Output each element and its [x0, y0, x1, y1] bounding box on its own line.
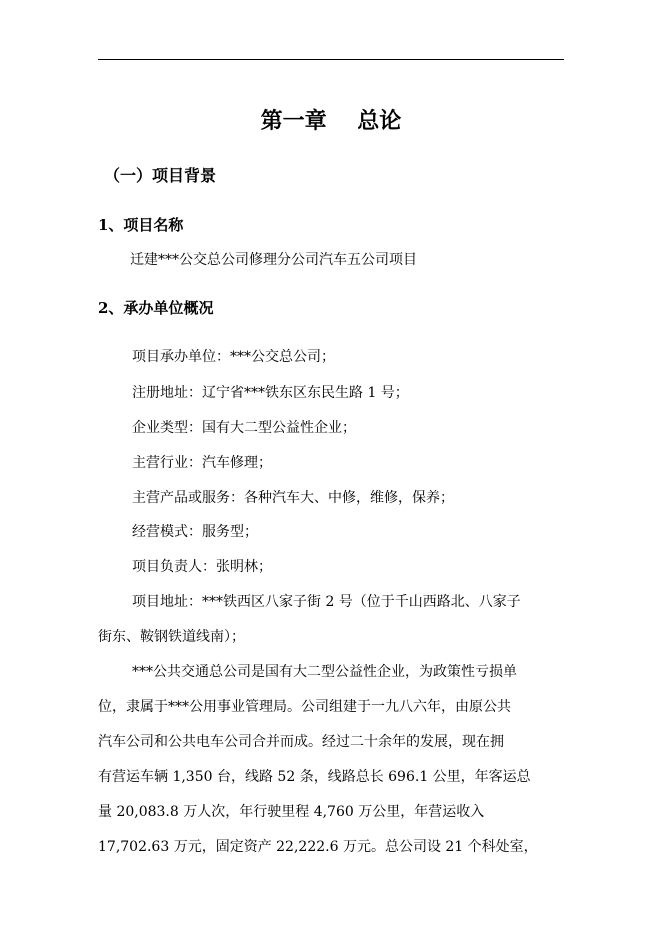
- company-paragraph-line: 位，隶属于***公用事业管理局。公司组建于一九八六年，由原公共: [98, 699, 511, 715]
- organizer-line: 经营模式：服务型；: [132, 524, 258, 540]
- subsection-heading-project-name: 1、项目名称: [98, 216, 184, 234]
- organizer-line: 项目承办单位：***公交总公司；: [132, 349, 335, 365]
- subsection-heading-organizer: 2、承办单位概况: [98, 299, 214, 317]
- project-address-line: 街东、鞍钢铁道线南）；: [98, 629, 245, 645]
- company-paragraph-line: 17,702.63 万元，固定资产 22,222.6 万元。总公司设 21 个科处室，: [98, 839, 538, 855]
- section-heading-background: （一）项目背景: [104, 166, 217, 185]
- company-paragraph-line: 有营运车辆 1,350 台，线路 52 条，线路总长 696.1 公里，年客运总: [98, 769, 531, 785]
- chapter-title: 第一章 总论: [260, 108, 402, 134]
- company-paragraph-line: 汽车公司和公共电车公司合并而成。经过二十余年的发展，现在拥: [98, 734, 504, 750]
- organizer-line: 主营行业：汽车修理；: [132, 455, 272, 471]
- company-paragraph-line: ***公共交通总公司是国有大二型公益性企业，为政策性亏损单: [132, 664, 517, 680]
- project-name-text: 迁建***公交总公司修理分公司汽车五公司项目: [130, 252, 417, 268]
- organizer-line: 注册地址：辽宁省***铁东区东民生路 1 号；: [132, 385, 409, 401]
- organizer-line: 主营产品或服务：各种汽车大、中修，维修，保养；: [132, 490, 454, 506]
- company-paragraph-line: 量 20,083.8 万人次，年行驶里程 4,760 万公里，年营运收入: [98, 804, 485, 820]
- organizer-line: 项目负责人：张明林；: [132, 559, 272, 575]
- organizer-line: 企业类型：国有大二型公益性企业；: [132, 420, 356, 436]
- header-rule: [98, 59, 564, 60]
- project-address-line: 项目地址：***铁西区八家子街 2 号（位于千山西路北、八家子: [132, 594, 521, 610]
